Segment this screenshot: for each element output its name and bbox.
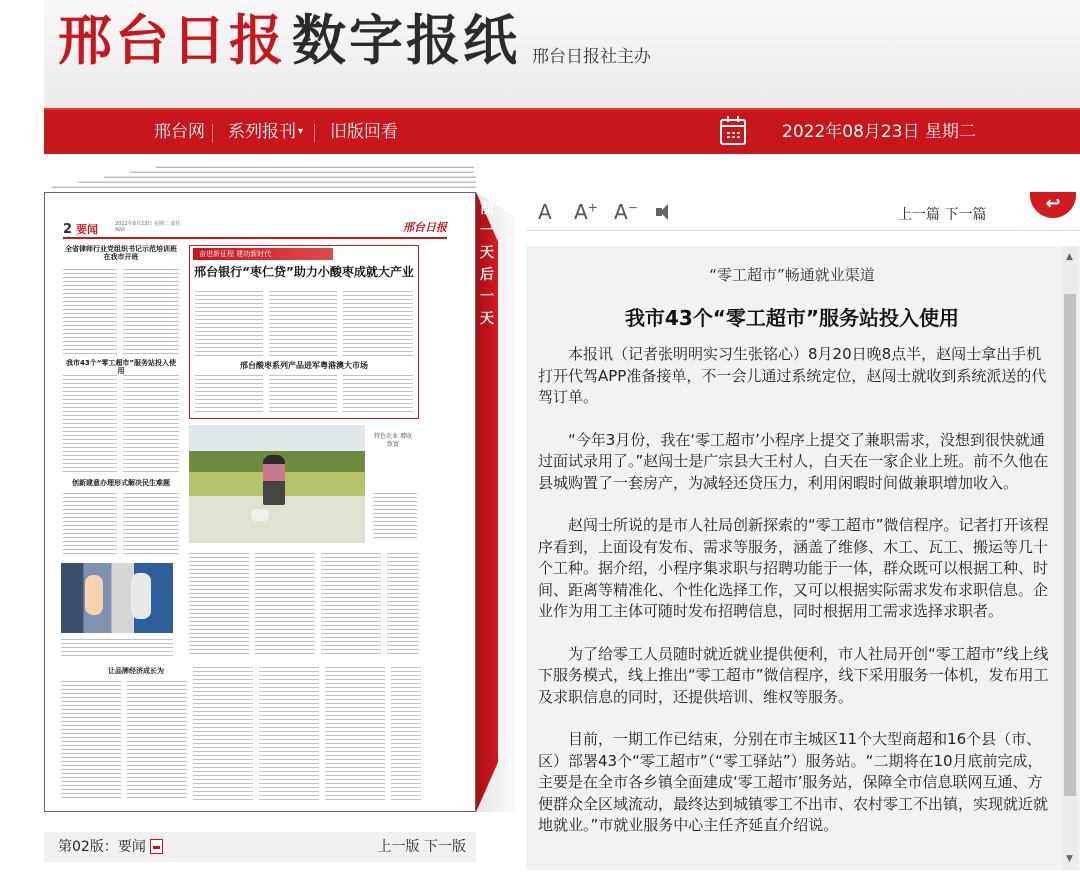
page-number: 2 — [63, 222, 73, 237]
scrollbar-thumb[interactable] — [1064, 294, 1076, 796]
article-link-brand[interactable]: 让品牌经济成长为 — [108, 667, 164, 675]
font-increase-label: A — [574, 200, 588, 224]
scroll-up-icon[interactable]: ▲ — [1066, 252, 1073, 262]
article-kicker: “零工超市”畅通就业渠道 — [709, 266, 875, 284]
article-link-jujube[interactable]: 邢台酸枣系列产品进军粤港澳大市场 — [240, 361, 368, 370]
nav-separator — [314, 124, 315, 142]
text-column — [127, 681, 187, 801]
calendar-ring — [727, 116, 729, 122]
article-paragraph: 目前，一期工作已结束，分别在市主城区11个大型商超和16个县（市、区）部署43个“零工超市”（“零工驿站”）服务站。“二期将在10月底前完成，主要是在全市各乡镇全面建成‘零工超市’服务站，保障全市信息联网互通、方便群众全区域流动，最终达到城镇零工不出市、农村零工不出镇，实现就近就地就业。”市就业服务中心主任齐延直介绍说。 — [538, 730, 1049, 834]
nav-old-edition-link[interactable]: 旧版回看 — [330, 122, 398, 142]
chevron-down-icon: ▾ — [298, 126, 304, 137]
article-pager-links[interactable]: 上一篇 下一篇 — [898, 207, 987, 223]
text-column — [195, 375, 263, 413]
plus-icon: + — [587, 200, 598, 215]
nav-home-link[interactable]: 邢台网 — [154, 122, 205, 142]
stack-sheet — [104, 176, 476, 178]
article-link-livelihood[interactable]: 创新建意办理形式解决民生难题 — [72, 479, 170, 487]
page-header — [63, 221, 98, 237]
masthead-sponsor: 邢台日报社主办 — [532, 47, 651, 67]
calendar-ring — [737, 116, 739, 122]
article-paragraph: “今年3月份，我在‘零工超市’小程序上提交了兼职需求，没想到很快就通过面试录用了。”赵闯士是广宗县大王村人，白天在一家企业上班。前不久他在县城购置了一套房产，为减轻还贷压力，利用闲暇时间做兼职增加收入。 — [538, 430, 1049, 492]
masthead-title-dark: 数字报纸 — [292, 8, 520, 72]
article-paragraph: 为了给零工人员随时就近就业提供便利，市人社局开创“零工超市”线上线下服务模式，线上推出“零工超市”微信程序，线下采用服务一体机，发布用工及求职信息的同时，还提供培训、维权等服务。 — [538, 644, 1049, 706]
stack-sheet — [130, 171, 474, 173]
text-column — [195, 291, 263, 357]
text-column — [61, 681, 121, 801]
newspaper-page[interactable] — [44, 192, 476, 812]
speaker-icon[interactable] — [654, 202, 674, 222]
masthead-title-red: 邢台日报 — [58, 8, 286, 72]
text-column — [321, 553, 381, 657]
article-panel — [526, 246, 1080, 870]
text-column — [255, 553, 315, 657]
text-column — [123, 493, 179, 557]
minus-icon: − — [627, 200, 638, 215]
article-paragraph: 本报讯（记者张明明实习生张铭心）8月20日晚8点半，赵闯士拿出手机打开代驾APP准备接单，不一会儿通过系统定位，赵闯士就收到系统派送的代驾订单。 — [538, 345, 1047, 406]
text-column — [373, 493, 417, 541]
article-toolbar — [526, 192, 1080, 236]
news-photo-farm — [189, 425, 365, 543]
page-stack-decoration — [44, 160, 480, 194]
text-column — [343, 291, 413, 357]
news-photo-office — [61, 563, 173, 633]
nav-series-label: 系列报刊 — [228, 122, 296, 142]
back-button[interactable] — [1030, 192, 1076, 218]
text-column — [63, 375, 117, 473]
toolbar-divider — [526, 230, 1080, 231]
font-increase-button[interactable] — [574, 200, 598, 224]
article-link-lawyers[interactable]: 全省律师行业党组织书记示范培训班在我市开班 — [65, 245, 177, 262]
current-date: 2022年08月23日 星期二 — [782, 122, 976, 142]
nav-separator — [212, 124, 213, 142]
stack-sheet — [52, 186, 476, 188]
article-body — [538, 344, 1054, 858]
text-column — [343, 375, 413, 413]
featured-ribbon: 奋进新征程 建功新时代 — [193, 248, 333, 260]
article-headline: 我市43个“零工超市”服务站投入使用 — [624, 306, 960, 330]
text-column — [61, 639, 173, 659]
text-column — [123, 375, 179, 473]
nav-series-menu[interactable] — [218, 110, 313, 154]
text-column — [269, 375, 337, 413]
day-switcher-tab — [476, 192, 516, 812]
masthead — [44, 0, 1080, 108]
page-section: 要闻 — [76, 223, 99, 236]
text-column — [63, 493, 117, 557]
back-arrow-icon: ↩ — [1045, 193, 1061, 214]
scroll-down-icon[interactable]: ▼ — [1066, 854, 1073, 864]
calendar-icon[interactable] — [720, 119, 746, 145]
text-column — [387, 553, 419, 657]
current-page-label: 第02版：要闻 — [58, 839, 146, 855]
font-decrease-label: A — [614, 200, 628, 224]
page-pager-links[interactable]: 上一版 下一版 — [377, 839, 466, 855]
paper-logo: 邢台日报 — [403, 221, 447, 234]
stack-sheet — [156, 166, 474, 168]
text-column — [325, 667, 385, 801]
top-nav — [44, 108, 1080, 154]
article-link-bank[interactable]: 邢台银行“枣仁贷”助力小酸枣成就大产业 — [194, 265, 414, 279]
page-footer-bar — [44, 832, 476, 862]
text-column — [193, 667, 253, 801]
photo-caption: 特色农业 增收致富 — [374, 433, 412, 448]
pdf-icon[interactable] — [150, 839, 163, 854]
font-decrease-button[interactable] — [614, 200, 638, 224]
text-column — [123, 269, 179, 355]
text-column — [63, 269, 117, 355]
font-reset-button[interactable]: A — [538, 200, 552, 224]
prev-next-day-link[interactable]: 前一天后一天 — [480, 201, 494, 327]
text-column — [391, 667, 421, 801]
article-link-gig-market[interactable]: 我市43个“零工超市”服务站投入使用 — [66, 359, 176, 376]
stack-sheet — [78, 181, 476, 183]
article-paragraph: 赵闯士所说的是市人社局创新探索的“零工超市”微信程序。记者打开该程序看到，上面设有发布、需求等服务，涵盖了维修、木工、瓦工、搬运等几十个工种。据介绍，小程序集求职与招聘功能于一体，群众既可以根据工种、时间、距离等精准化、个性化选择工作，又可以根据实际需求发布求职信息。企业作为用工主体可随时发布招聘信息，同时根据用工需求选择求职者。 — [538, 516, 1049, 620]
header-rule — [63, 237, 447, 239]
page-meta: 2022年8月23日 星期二 责任编辑 — [115, 221, 181, 233]
text-column — [269, 291, 337, 357]
text-column — [259, 667, 319, 801]
text-column — [189, 553, 249, 657]
